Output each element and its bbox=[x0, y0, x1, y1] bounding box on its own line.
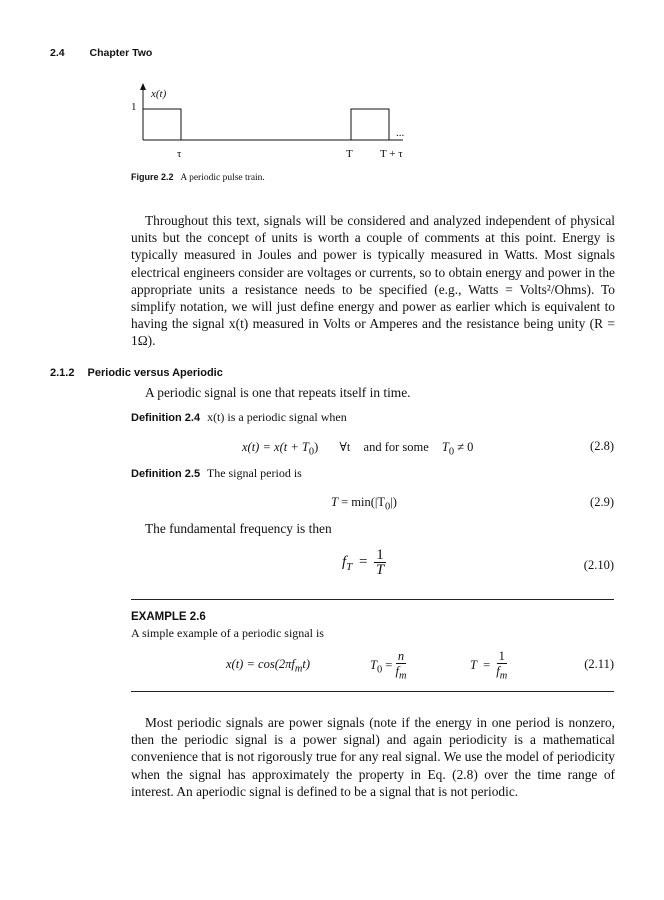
eq-2-10-equals: = bbox=[359, 553, 368, 570]
eq-2-8-lhs: x(t) = x(t + T bbox=[242, 440, 309, 454]
y-tick-one: 1 bbox=[131, 101, 137, 113]
example-eq-T0-equals: = bbox=[385, 658, 393, 673]
eq-2-8-forall: ∀t bbox=[339, 440, 351, 454]
example-bottom-rule bbox=[131, 691, 614, 692]
section-heading bbox=[50, 367, 223, 379]
figure-caption bbox=[131, 172, 265, 183]
eq-2-8-cond-sub: 0 bbox=[448, 446, 455, 458]
pulse-1 bbox=[143, 109, 181, 140]
example-eq-T-fraction bbox=[496, 649, 507, 684]
eq-2-9-rhs-end: |) bbox=[390, 495, 397, 509]
example-eq-T0-sub: 0 bbox=[376, 664, 383, 676]
section-number: 2.1.2 bbox=[50, 367, 75, 379]
eq-2-9-lhs: T bbox=[331, 495, 338, 509]
definition-2-4-label: Definition 2.4 bbox=[131, 412, 201, 424]
header-section-number: 2.4 bbox=[50, 47, 65, 59]
figure-ellipsis: ... bbox=[396, 127, 405, 139]
example-eq-T0-den: f bbox=[395, 664, 399, 678]
eq-2-10-number: (2.10) bbox=[583, 558, 614, 572]
eq-2-9-rhs: = min(|T bbox=[341, 495, 385, 509]
caption-label: Figure 2.2 bbox=[131, 172, 174, 182]
definition-2-5-label: Definition 2.5 bbox=[131, 468, 201, 480]
running-header bbox=[50, 47, 152, 59]
pulse-train-figure bbox=[118, 82, 418, 162]
equation-2-10 bbox=[342, 548, 386, 577]
equation-2-8 bbox=[242, 439, 473, 458]
example-eq-T0-numerator: n bbox=[397, 649, 405, 663]
periodicity-paragraph-text: Most periodic signals are power signals (note if the energy in one period is nonzero, then the periodic signal is a power signal) and again periodicity is a mathematical convenience that is not rigorously true for any real signal. We use the model of periodicity when the signal has approximately the property in Eq. (2.8) over the time range of interest. An aperiodic signal is defined to be a signal that is not periodic. bbox=[131, 715, 615, 799]
units-paragraph bbox=[131, 212, 615, 350]
periodicity-paragraph bbox=[131, 714, 615, 800]
eq-2-10-lhs: f bbox=[342, 553, 347, 570]
example-eq-T0-lhs: T bbox=[370, 658, 377, 673]
example-eq-T-lhs: T bbox=[470, 658, 477, 673]
eq-2-10-lhs-sub: T bbox=[346, 560, 353, 573]
eq-2-8-lhs-sub: 0 bbox=[308, 446, 315, 458]
x-tick-T-plus-tau: T + τ bbox=[380, 148, 403, 160]
example-eq-T0-fraction bbox=[395, 649, 406, 684]
eq-2-9-number: (2.9) bbox=[590, 495, 614, 509]
x-tick-T: T bbox=[346, 148, 353, 160]
eq-2-9-rhs-sub: 0 bbox=[385, 501, 391, 513]
example-text: A simple example of a periodic signal is bbox=[131, 626, 324, 640]
y-axis-label: x(t) bbox=[151, 88, 167, 100]
fundamental-text: The fundamental frequency is then bbox=[145, 521, 332, 536]
example-eq-T-den-sub: m bbox=[499, 670, 508, 682]
definition-2-4-text: x(t) is a periodic signal when bbox=[207, 410, 347, 424]
example-eq-cos-main: x(t) = cos(2πf bbox=[226, 657, 295, 671]
eq-2-8-lhs-end: ) bbox=[314, 440, 319, 454]
example-eq-cos bbox=[226, 657, 310, 675]
intro-text: A periodic signal is one that repeats itself in time. bbox=[145, 385, 411, 400]
eq-2-10-denominator: T bbox=[375, 562, 385, 578]
example-eq-T-numerator: 1 bbox=[498, 649, 505, 663]
example-eq-T-den: f bbox=[496, 664, 500, 678]
eq-2-8-cond-var: T bbox=[441, 440, 449, 454]
definition-2-5-text: The signal period is bbox=[206, 466, 302, 480]
pulse-2 bbox=[351, 109, 389, 140]
eq-2-8-number: (2.8) bbox=[590, 439, 614, 453]
header-chapter: Chapter Two bbox=[89, 47, 153, 59]
x-tick-tau: τ bbox=[177, 148, 182, 160]
example-eq-T0-den-sub: m bbox=[398, 670, 407, 682]
example-eq-T-equals: = bbox=[483, 658, 491, 673]
example-eq-cos-end: t) bbox=[302, 657, 310, 671]
eq-2-10-numerator: 1 bbox=[376, 547, 384, 563]
example-eq-T bbox=[470, 649, 507, 684]
example-title: EXAMPLE 2.6 bbox=[131, 611, 206, 623]
section-title: Periodic versus Aperiodic bbox=[87, 367, 223, 379]
definition-2-4 bbox=[131, 410, 347, 425]
definition-2-5 bbox=[131, 466, 302, 481]
example-eq-T0 bbox=[370, 649, 406, 684]
eq-2-10-fraction bbox=[374, 548, 386, 577]
eq-2-8-cond: and for some bbox=[363, 440, 429, 454]
equation-2-9 bbox=[331, 495, 397, 513]
example-eq-cos-sub: m bbox=[294, 663, 303, 675]
example-top-rule bbox=[131, 599, 614, 600]
caption-text: A periodic pulse train. bbox=[180, 173, 265, 183]
y-axis-arrow bbox=[140, 83, 146, 90]
eq-2-11-number: (2.11) bbox=[584, 657, 614, 671]
units-paragraph-text: Throughout this text, signals will be considered and analyzed independent of physical units but the concept of units is worth a couple of comments at this point. Energy is typically measured in Joules and power is typically measured in Watts. Most signals electrical engineers consider are voltages or currents, so to obtain energy and power in the appropriate units a resistance needs to be specified (e.g., Watts = Volts²/Ohms). To simplify notation, we will just define energy and power as earlier which is equivalent to having the signal x(t) measured in Volts or Amperes and the resistance being unity (R = 1Ω). bbox=[131, 213, 615, 349]
eq-2-8-cond-end: ≠ 0 bbox=[457, 440, 474, 454]
